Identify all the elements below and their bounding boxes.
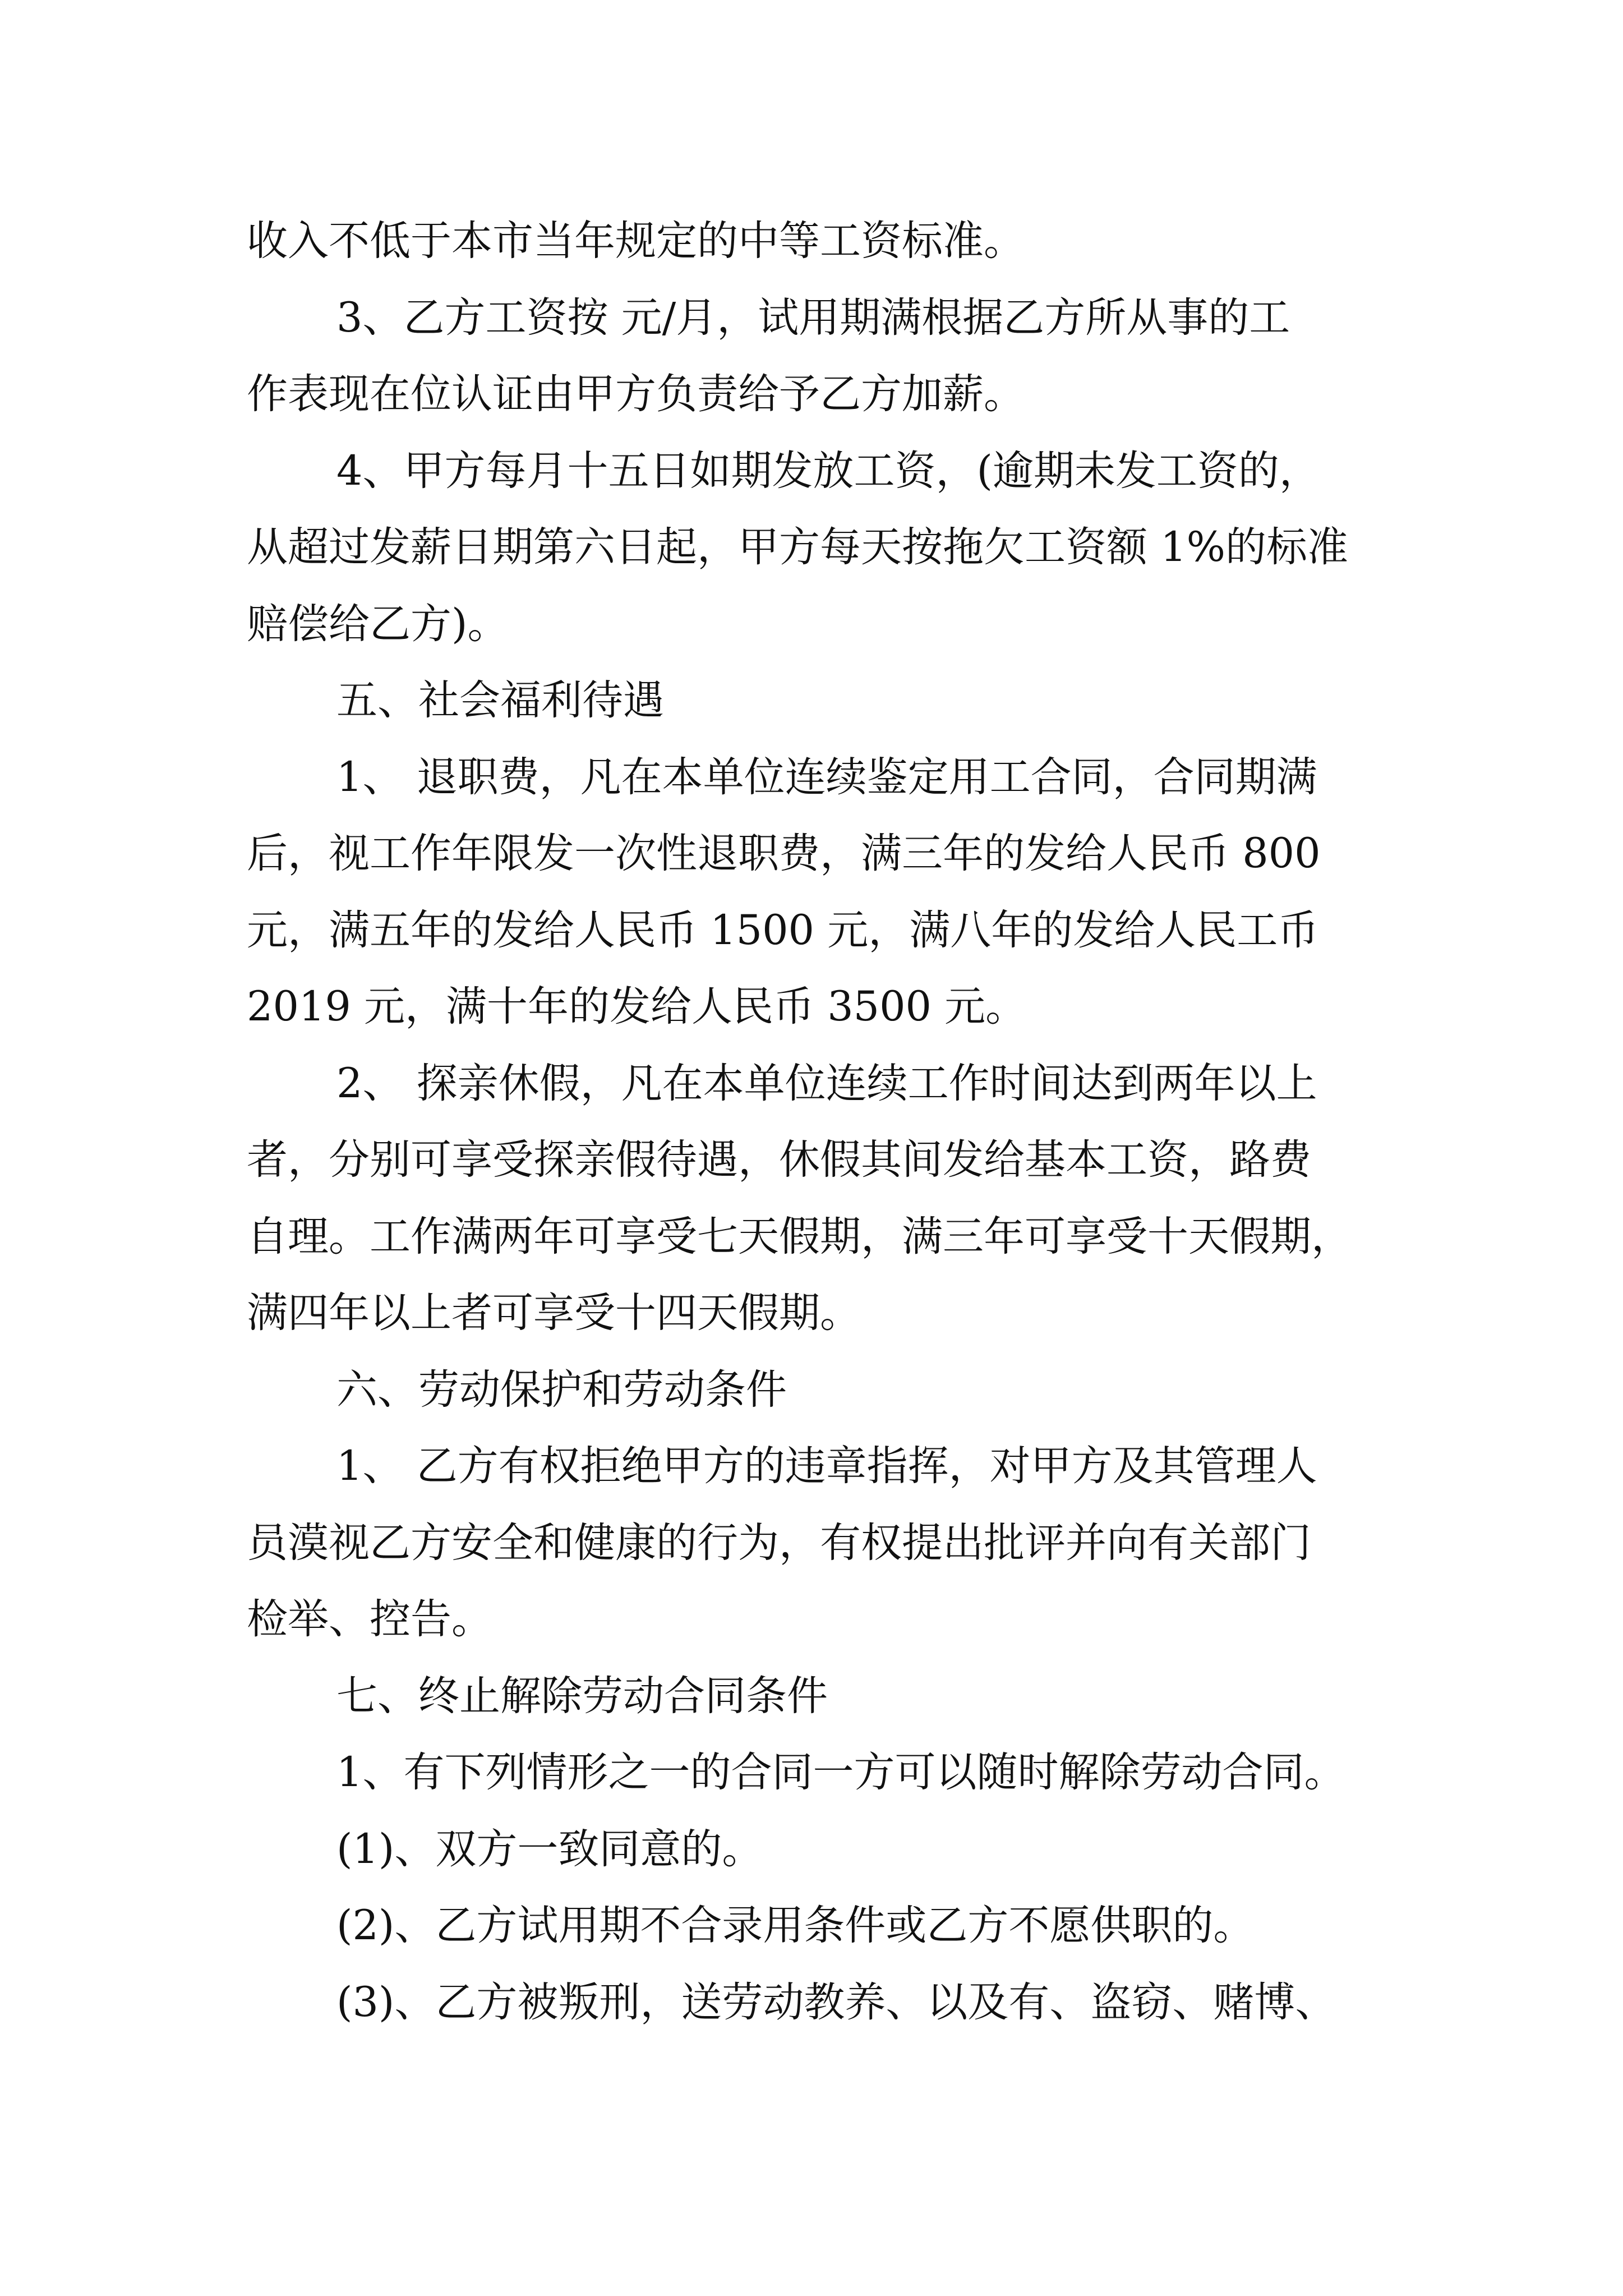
body-line: 4、甲方每月十五日如期发放工资，(逾期未发工资的， [336,447,1320,495]
body-line: 2、 探亲休假，凡在本单位连续工作时间达到两年以上 [336,1059,1317,1107]
body-line: 后，视工作年限发一次性退职费，满三年的发给人民币 800 [247,830,1321,877]
document-body [247,203,1396,2041]
body-line: 者，分别可享受探亲假待遇，休假其间发给基本工资，路费 [247,1136,1311,1184]
body-line: 3、乙方工资按 元/月，试用期满根据乙方所从事的工 [336,293,1290,342]
section-heading: 六、劳动保护和劳动条件 [336,1365,787,1414]
body-line: (1)、双方一致同意的。 [336,1825,763,1873]
body-line: 1、有下列情形之一的合同一方可以随时解除劳动合同。 [336,1749,1345,1796]
body-line: 收入不低于本市当年规定的中等工资标准。 [247,217,1025,265]
body-line: 2019 元，满十年的发给人民币 3500 元。 [247,983,1027,1030]
body-line: 元，满五年的发给人民币 1500 元，满八年的发给人民工币 [247,906,1319,954]
body-line: 员漠视乙方安全和健康的行为，有权提出批评并向有关部门 [247,1519,1311,1567]
body-line: 自理。工作满两年可享受七天假期，满三年可享受十天假期， [247,1212,1352,1260]
section-heading: 七、终止解除劳动合同条件 [336,1672,828,1720]
body-line: (2)、乙方试用期不合录用条件或乙方不愿供职的。 [336,1902,1255,1949]
body-line: (3)、乙方被叛刑，送劳动教养、以及有、盗窃、赌博、 [336,1978,1336,2026]
body-line: 检举、控告。 [247,1595,492,1643]
body-line: 1、 乙方有权拒绝甲方的违章指挥，对甲方及其管理人 [336,1442,1317,1490]
body-line: 赔偿给乙方)。 [247,600,509,648]
body-line: 满四年以上者可享受十四天假期。 [247,1289,861,1337]
body-line: 作表现在位认证由甲方负责给予乙方加薪。 [247,370,1025,418]
section-heading: 五、社会福利待遇 [336,677,664,724]
body-line: 从超过发薪日期第六日起，甲方每天按拖欠工资额 1%的标准 [247,523,1349,571]
body-line: 1、 退职费，凡在本单位连续鉴定用工合同，合同期满 [336,753,1317,801]
